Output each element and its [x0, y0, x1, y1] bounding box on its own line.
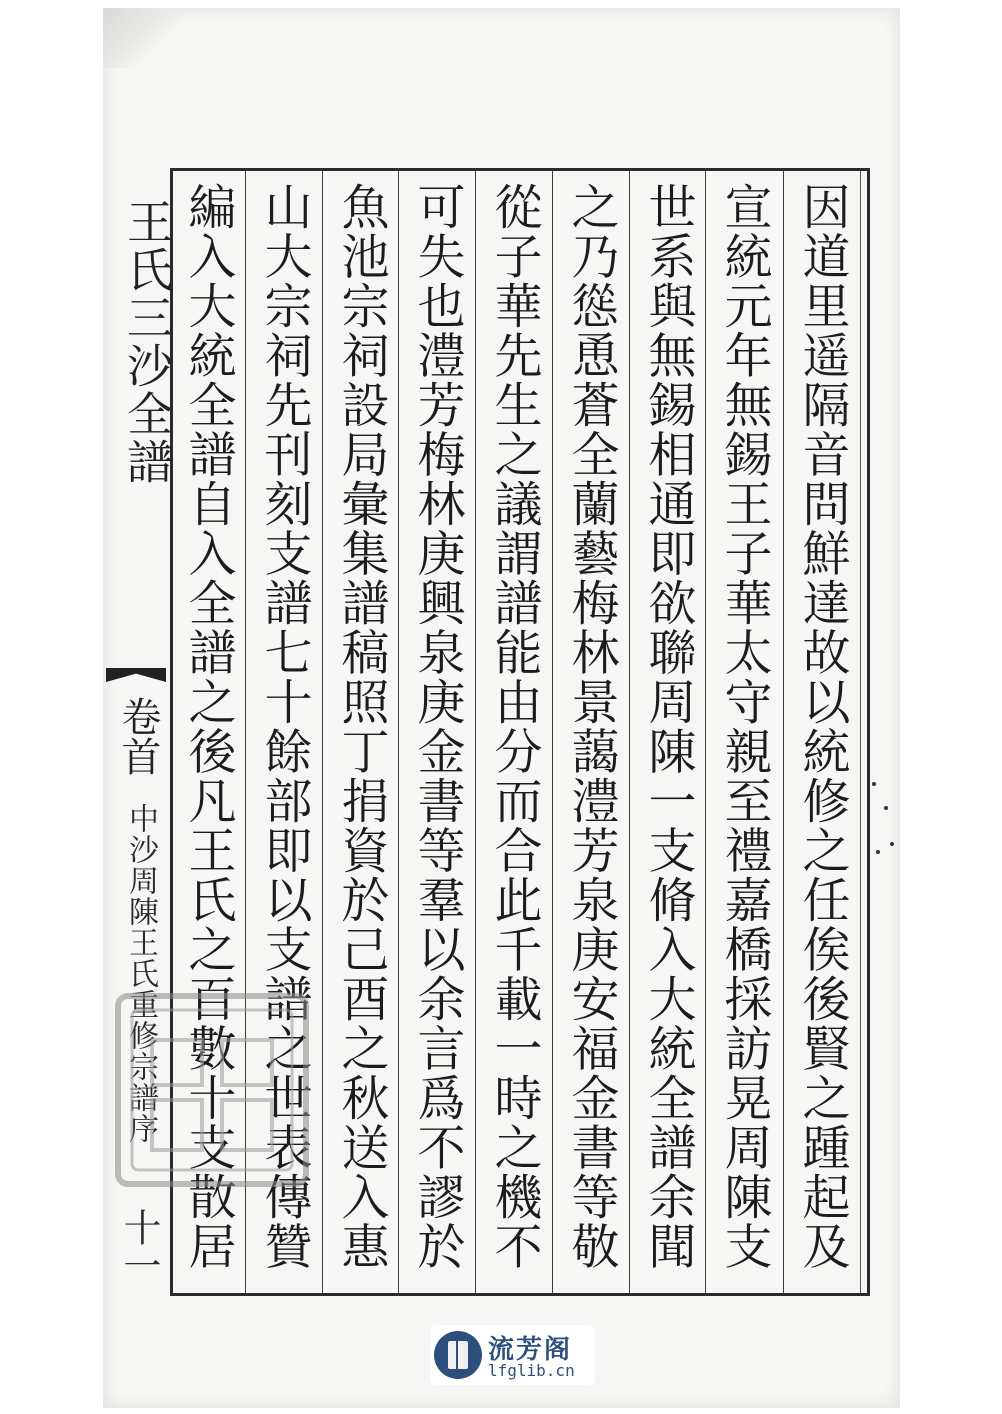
page-margin-column	[104, 168, 174, 1408]
ink-dot	[876, 850, 880, 854]
site-watermark	[430, 1325, 595, 1385]
column-rule	[629, 170, 630, 1294]
column-rule	[475, 170, 476, 1294]
text-column-7: 魚池宗祠設局彙集譜稿照丁捐資於己酉之秋送入惠	[333, 182, 389, 1271]
column-rule	[398, 170, 399, 1294]
watermark-name: 流芳阁	[488, 1335, 573, 1365]
page-number: 十一	[117, 1208, 161, 1284]
column-rule	[705, 170, 706, 1294]
library-seal-stamp	[112, 990, 312, 1190]
book-logo-icon	[434, 1331, 482, 1379]
text-column-4: 之乃慫恿蒼全蘭藝梅林景藹澧芳泉庚安福金書等敬	[563, 182, 619, 1271]
book-title: 王氏三沙全譜	[120, 198, 174, 486]
column-rule	[322, 170, 323, 1294]
torn-corner	[103, 8, 183, 68]
fishtail-mark	[106, 668, 166, 682]
text-column-8: 山大宗祠先刊刻支譜七十餘部即以支譜之世表傳贊	[256, 182, 312, 1271]
text-column-3: 世系與無錫相通即欲聯周陳一支脩入大統全譜余聞	[640, 182, 696, 1271]
text-column-1: 因道里遥隔音問鮮達故以統修之任俟後賢之踵起及	[794, 182, 850, 1271]
ink-dot	[884, 806, 888, 810]
text-column-6: 可失也澧芳梅林庚興泉庚金書等羣以余言爲不謬於	[409, 182, 465, 1271]
text-column-9: 編入大統全譜自入全譜之後凡王氏之百數十支散居	[180, 182, 236, 1271]
ink-dot	[872, 782, 876, 786]
watermark-url: lfglib.cn	[488, 1361, 575, 1380]
column-rule	[783, 170, 784, 1294]
column-rule	[552, 170, 553, 1294]
section-title: 中沙周陳王氏重修宗譜序	[123, 803, 158, 1144]
volume-label: 卷首	[115, 696, 161, 776]
text-column-2: 宣統元年無錫王子華太守親至禮嘉橋採訪晃周陳支	[716, 182, 772, 1271]
text-column-5: 從子華先生之議謂譜能由分而合此千載一時之機不	[486, 182, 542, 1271]
ink-dot	[890, 842, 894, 846]
